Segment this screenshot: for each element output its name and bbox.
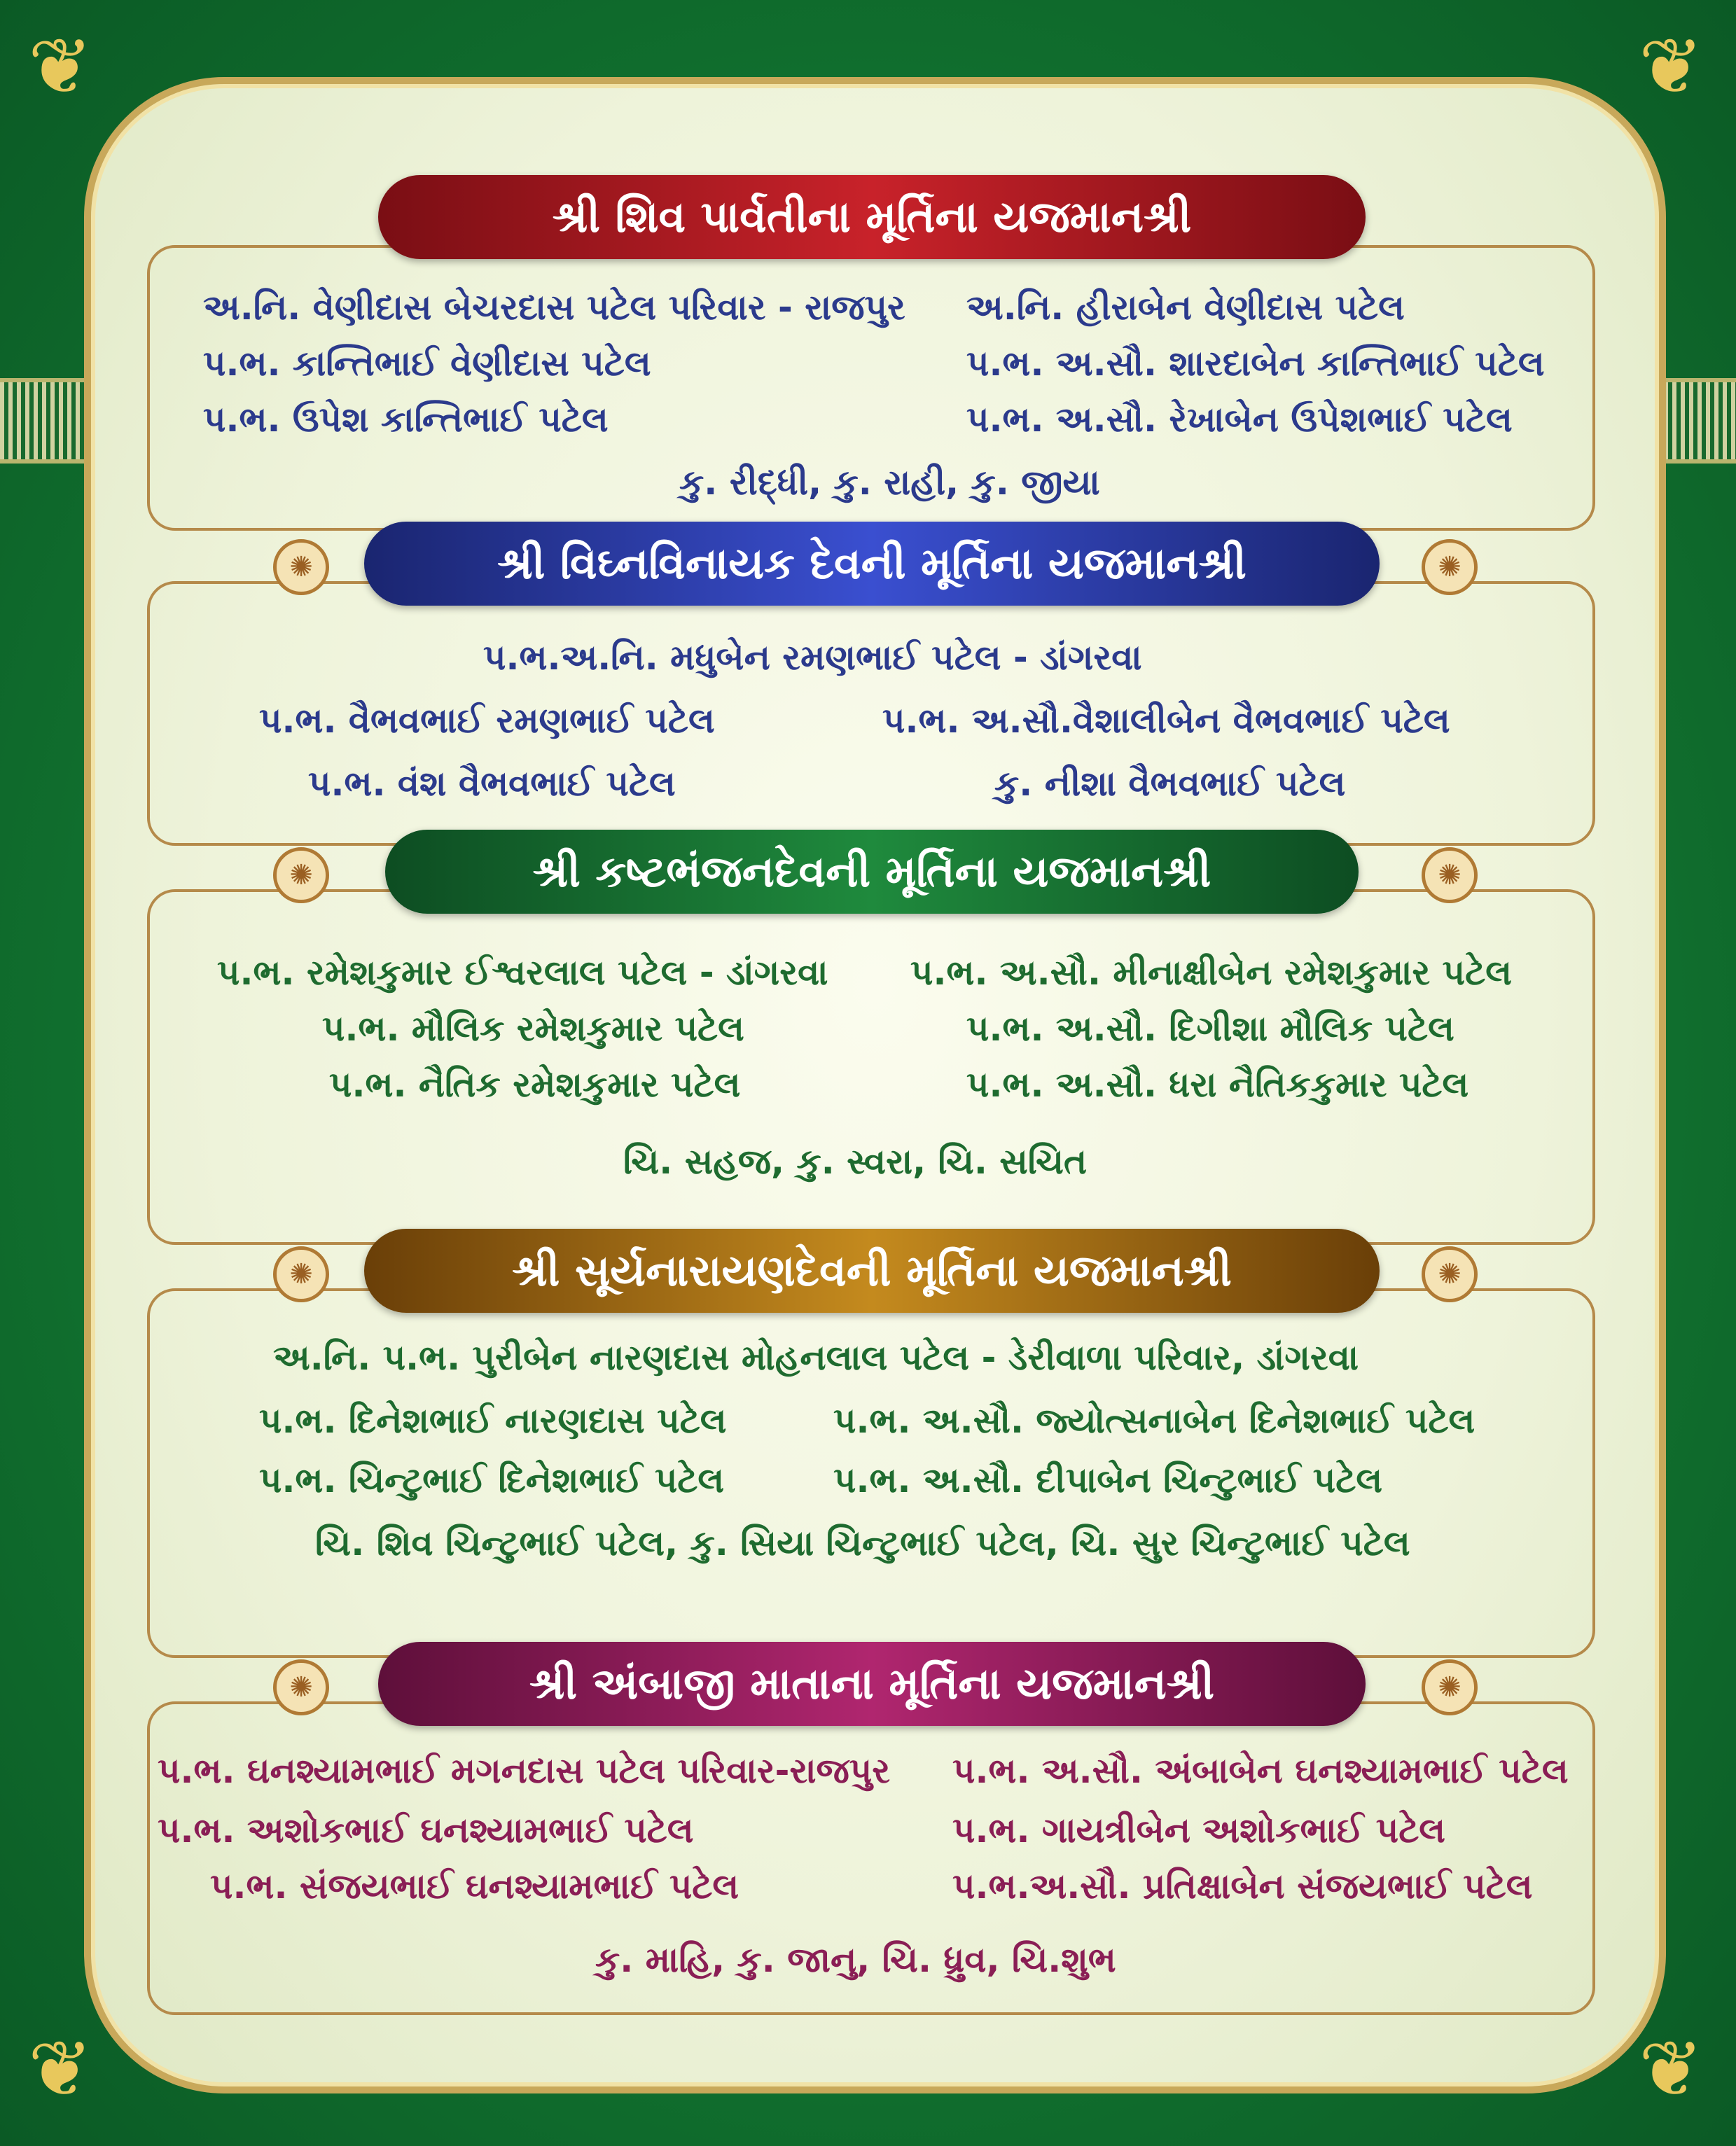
donor-line: પ.ભ.અ.નિ. મધુબેન રમણભાઈ પટેલ - ડાંગરવા <box>483 637 1142 678</box>
ornament-icon: ✺ <box>1422 1246 1478 1302</box>
section-title-5: શ્રી અંબાજી માતાના મૂર્તિના યજમાનશ્રી <box>378 1642 1366 1726</box>
ornament-icon: ✺ <box>273 847 329 903</box>
donor-line: પ.ભ. અ.સૌ. મીનાક્ષીબેન રમેશકુમાર પટેલ <box>910 952 1513 993</box>
donor-line: પ.ભ. ઉપેશ કાન્તિભાઈ પટેલ <box>203 399 609 440</box>
floral-ornament-icon: ❦ <box>28 22 93 111</box>
section-title-4: શ્રી સૂર્યનારાયણદેવની મૂર્તિના યજમાનશ્રી <box>364 1229 1380 1313</box>
donor-line: પ.ભ. અ.સૌ. રેખાબેન ઉપેશભાઈ પટેલ <box>966 399 1513 440</box>
donor-line: પ.ભ. વૈભવભાઈ રમણભાઈ પટેલ <box>259 700 715 741</box>
donor-line: પ.ભ. વંશ વૈભવભાઈ પટેલ <box>308 763 676 804</box>
donor-line: પ.ભ. અ.સૌ. દિગીશા મૌલિક પટેલ <box>966 1008 1454 1049</box>
donor-line: પ.ભ. નૈતિક રમેશકુમાર પટેલ <box>329 1064 741 1105</box>
ornament-icon: ✺ <box>273 539 329 595</box>
donor-line: પ.ભ. સંજયભાઈ ઘનશ્યામભાઈ પટેલ <box>210 1866 739 1907</box>
donor-line: પ.ભ.અ.સૌ. પ્રતિક્ષાબેન સંજયભાઈ પટેલ <box>952 1866 1533 1907</box>
donor-line: કુ. નીશા વૈભવભાઈ પટેલ <box>994 763 1346 804</box>
donor-line: પ.ભ. મૌલિક રમેશકુમાર પટેલ <box>322 1008 744 1049</box>
donor-line: અ.નિ. વેણીદાસ બેચરદાસ પટેલ પરિવાર - રાજપુર <box>203 287 905 328</box>
donor-line: પ.ભ. અ.સૌ.વૈશાલીબેન વૈભવભાઈ પટેલ <box>882 700 1450 741</box>
ornament-icon: ✺ <box>1422 1659 1478 1715</box>
section-title-3: શ્રી કષ્ટભંજનદેવની મૂર્તિના યજમાનશ્રી <box>385 830 1359 914</box>
donor-line: અ.નિ. હીરાબેન વેણીદાસ પટેલ <box>966 287 1405 328</box>
donor-line: પ.ભ. અ.સૌ. અંબાબેન ઘનશ્યામભાઈ પટેલ <box>952 1750 1569 1791</box>
ornament-icon: ✺ <box>1422 539 1478 595</box>
ornament-icon: ✺ <box>273 1659 329 1715</box>
donor-line: પ.ભ. ચિન્ટુભાઈ દિનેશભાઈ પટેલ <box>259 1460 725 1500</box>
donor-line: પ.ભ. ઘનશ્યામભાઈ મગનદાસ પટેલ પરિવાર-રાજપુર <box>158 1750 891 1791</box>
ornament-icon: ✺ <box>273 1246 329 1302</box>
donor-line: અ.નિ. પ.ભ. પુરીબેન નારણદાસ મોહનલાલ પટેલ - ડેરીવાળા પરિવાર, ડાંગરવા <box>273 1337 1359 1378</box>
main-panel <box>84 77 1666 2093</box>
section-title-2: શ્રી વિઘ્નવિનાયક દેવની મૂર્તિના યજમાનશ્રી <box>364 522 1380 606</box>
donor-line: પ.ભ. અશોકભાઈ ઘનશ્યામભાઈ પટેલ <box>158 1810 694 1851</box>
ornament-icon: ✺ <box>1422 847 1478 903</box>
floral-ornament-icon: ❦ <box>28 2024 93 2114</box>
donor-line: પ.ભ. રમેશકુમાર ઈશ્વરલાલ પટેલ - ડાંગરવા <box>217 952 828 993</box>
donor-line: પ.ભ. અ.સૌ. ધરા નૈતિકકુમાર પટેલ <box>966 1064 1469 1105</box>
donor-line: પ.ભ. કાન્તિભાઈ વેણીદાસ પટેલ <box>203 343 651 384</box>
donor-line: ચિ. શિવ ચિન્ટુભાઈ પટેલ, કુ. સિયા ચિન્ટુભાઈ પટેલ, ચિ. સુર ચિન્ટુભાઈ પટેલ <box>315 1523 1410 1563</box>
donor-line: પ.ભ. અ.સૌ. જ્યોત્સનાબેન દિનેશભાઈ પટેલ <box>833 1400 1475 1441</box>
floral-ornament-icon: ❦ <box>1639 22 1704 111</box>
donor-line: પ.ભ. ગાયત્રીબેન અશોકભાઈ પટેલ <box>952 1810 1446 1851</box>
donor-line: પ.ભ. અ.સૌ. દીપાબેન ચિન્ટુભાઈ પટેલ <box>833 1460 1383 1500</box>
donor-line: પ.ભ. દિનેશભાઈ નારણદાસ પટેલ <box>259 1400 727 1441</box>
floral-ornament-icon: ❦ <box>1639 2024 1704 2114</box>
section-title-1: શ્રી શિવ પાર્વતીના મૂર્તિના યજમાનશ્રી <box>378 175 1366 259</box>
donor-line: કુ. માહિ, કુ. જાનુ, ચિ. ધ્રુવ, ચિ.શુભ <box>595 1939 1116 1980</box>
donor-line: પ.ભ. અ.સૌ. શારદાબેન કાન્તિભાઈ પટેલ <box>966 343 1545 384</box>
donor-line: કુ. રીદ્ધી, કુ. રાહી, કુ. જીયા <box>679 462 1100 503</box>
donor-line: ચિ. સહજ, કુ. સ્વરા, ચિ. સચિત <box>623 1141 1088 1182</box>
